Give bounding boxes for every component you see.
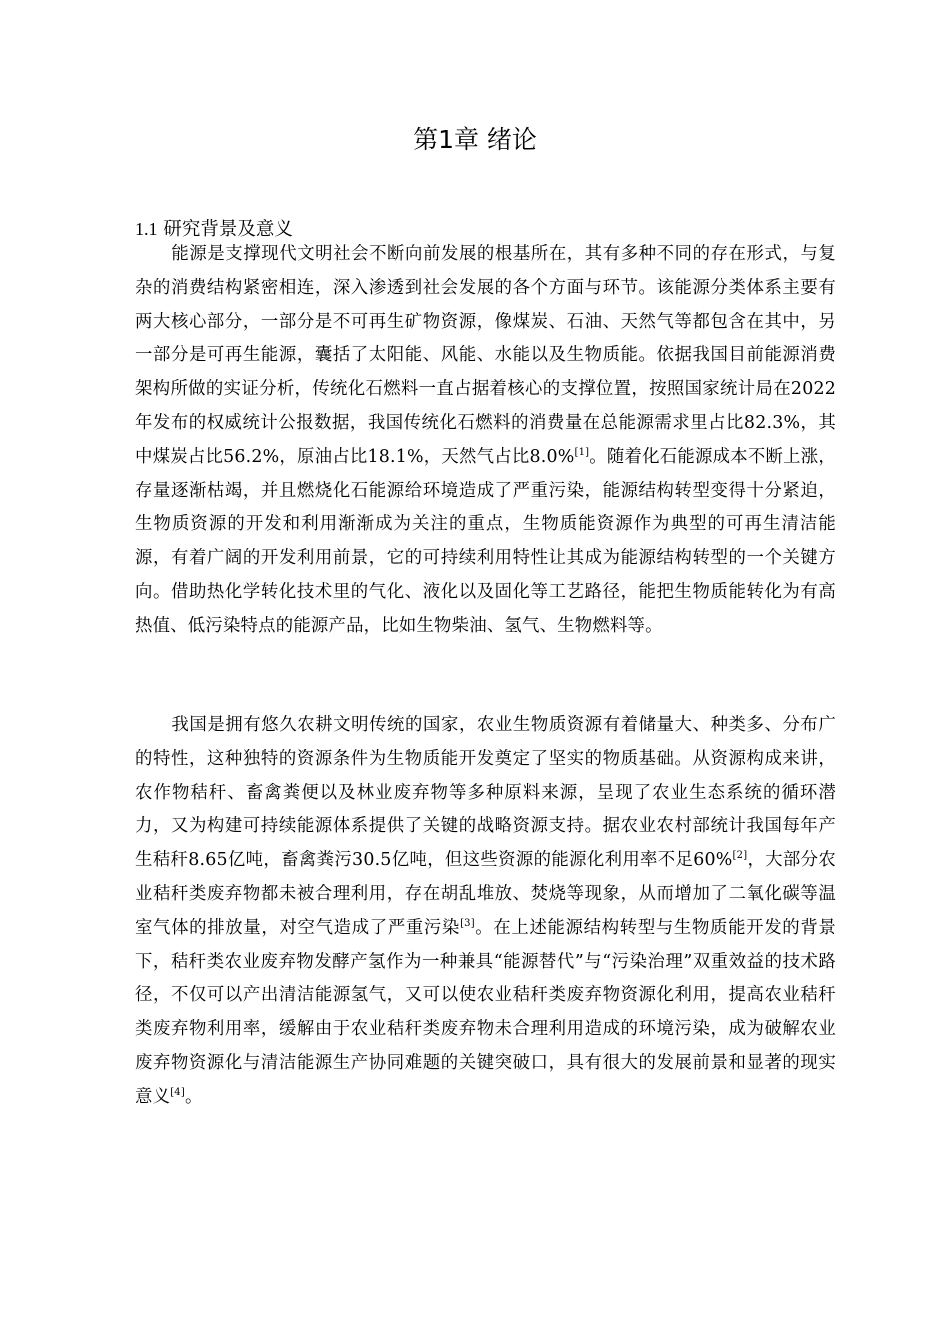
section-title: 研究背景及意义 <box>163 219 293 240</box>
section-number: 1.1 <box>135 219 158 239</box>
paragraph-2-text-b: ，大部分农业秸秆类废弃物都未被合理利用，存在胡乱堆放、焚烧等现象，从而增加了二氧化碳等温室气体的排放量，对空气造成了严重污染 <box>135 850 836 938</box>
paragraph-1-text-b: 。随着化石能源成本不断上涨，存量逐渐枯竭，并且燃烧化石能源给环境造成了严重污染，能源结构转型变得十分紧迫，生物质资源的开发和利用渐渐成为关注的重点，生物质能资源作为典型的可再生清洁能源，有着广阔的开发利用前景，它的可持续利用特性让其成为能源结构转型的一个关键方向。借助热化学转化技术里的气化、液化以及固化等工艺路径，能把生物质能转化为有高热值、低污染特点的能源产品，比如生物柴油、氢气、生物燃料等。 <box>135 446 836 636</box>
citation-2: [2] <box>732 850 748 862</box>
paragraph-2-text-d: 。 <box>184 1086 203 1107</box>
paragraph-2-text-a: 我国是拥有悠久农耕文明传统的国家，农业生物质资源有着储量大、种类多、分布广的特性，这种独特的资源条件为生物质能开发奠定了坚实的物质基础。从资源构成来讲，农作物秸秆、畜禽粪便以及林业废弃物等多种原料来源，呈现了农业生态系统的循环潜力，又为构建可持续能源体系提供了关键的战略资源支持。据农业农村部统计我国每年产生秸秆8.65亿吨，畜禽粪污30.5亿吨，但这些资源的能源化利用率不足60% <box>135 715 836 871</box>
paragraph-2-text-c: 。在上述能源结构转型与生物质能开发的背景下，秸秆类农业废弃物发酵产氢作为一种兼具“能源替代”与“污染治理”双重效益的技术路径，不仅可以产出清洁能源氢气，又可以使农业秸秆类废弃物资源化利用，提高农业秸秆类废弃物利用率，缓解由于农业秸秆类废弃物未合理利用造成的环境污染，成为破解农业废弃物资源化与清洁能源生产协同难题的关键突破口，具有很大的发展前景和显著的现实意义 <box>135 917 836 1107</box>
citation-3: [3] <box>460 917 475 929</box>
paragraph-1-text-a: 能源是支撑现代文明社会不断向前发展的根基所在，其有多种不同的存在形式，与复杂的消费结构紧密相连，深入渗透到社会发展的各个方面与环节。该能源分类体系主要有两大核心部分，一部分是不可再生矿物资源，像煤炭、石油、天然气等都包含在其中，另一部分是可再生能源，囊括了太阳能、风能、水能以及生物质能。依据我国目前能源消费架构所做的实证分析，传统化石燃料一直占据着核心的支撑位置，按照国家统计局在2022年发布的权威统计公报数据，我国传统化石燃料的消费量在总能源需求里占比82.3%，其中煤炭占比56.2%，原油占比18.1%，天然气占比8.0% <box>135 244 836 467</box>
citation-4: [4] <box>170 1086 185 1098</box>
citation-1: [1] <box>574 446 590 458</box>
body-paragraph-1 <box>135 238 836 644</box>
body-paragraph-2 <box>135 709 836 1115</box>
chapter-title: 第1章 绪论 <box>413 125 537 154</box>
